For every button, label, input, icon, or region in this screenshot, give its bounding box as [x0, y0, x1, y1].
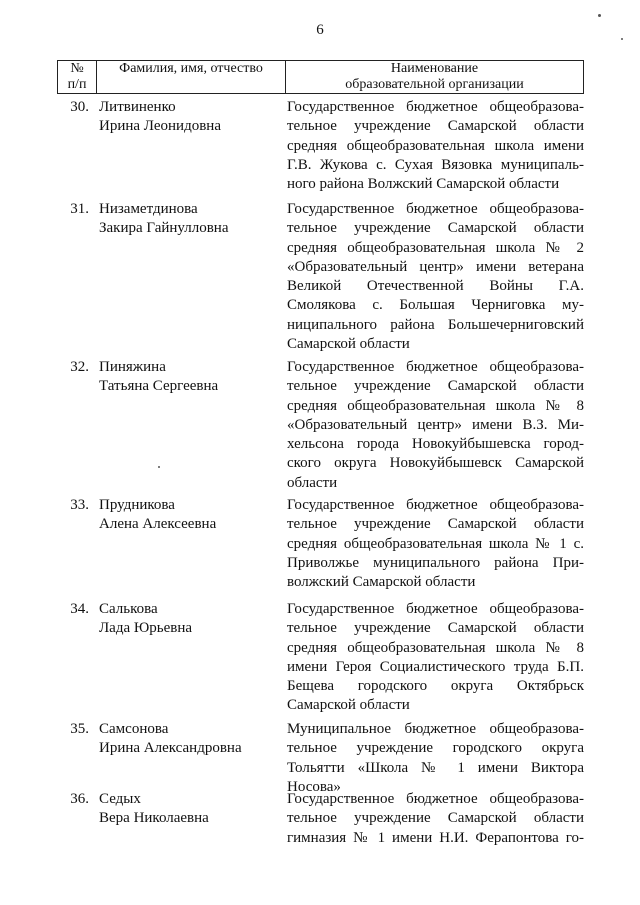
row-person-name: [99, 358, 277, 396]
row-given-name: Ирина Леонидовна: [99, 118, 221, 134]
row-surname: Прудникова: [99, 497, 175, 513]
header-org-sublabel: образовательной организации: [345, 77, 524, 92]
header-org-cell: [286, 61, 584, 94]
scan-speck: [158, 466, 160, 468]
row-surname: Салькова: [99, 601, 158, 617]
header-org-label: Наименование: [390, 61, 479, 76]
row-number: 36.: [70, 791, 89, 807]
scan-speck: [621, 38, 623, 40]
row-organization: Муниципальное бюджетное общеобразовательное учреждение городского округа Тольятти «Школа № 1 имени Виктора Носова»: [287, 721, 584, 795]
header-number-label: №: [70, 61, 84, 76]
row-surname: Пиняжина: [99, 359, 166, 375]
row-given-name: Вера Николаевна: [99, 810, 209, 826]
row-person-name: [99, 496, 277, 534]
row-given-name: Лада Юрьевна: [99, 620, 193, 636]
header-number-sublabel: п/п: [67, 77, 87, 92]
row-number: 32.: [70, 359, 89, 375]
row-person-name: [99, 200, 277, 238]
header-number-cell: [58, 61, 97, 94]
table-header: [57, 60, 584, 94]
scan-speck: [598, 14, 601, 17]
row-organization: Государственное бюджетное общеобразовательное учреждение Самарской области средняя общеобразовательная школа имени Г.В. Жукова с. Сухая Вязовка муниципального района Волжский Самарской области: [287, 99, 584, 193]
row-organization: Государственное бюджетное общеобразовательное учреждение Самарской области гимназия № 1 имени Н.И. Ферапонтова го-: [287, 791, 584, 846]
row-number: 34.: [70, 601, 89, 617]
header-name-cell: [97, 61, 286, 94]
row-surname: Самсонова: [99, 721, 169, 737]
row-number: 30.: [70, 99, 89, 115]
row-surname: Литвиненко: [99, 99, 176, 115]
row-given-name: Ирина Александровна: [99, 740, 242, 756]
row-person-name: [99, 790, 277, 828]
row-person-name: [99, 98, 277, 136]
row-organization: Государственное бюджетное общеобразовательное учреждение Самарской области средняя общеобразовательная школа № 2 «Образовательный центр» имени ветерана Великой Отечественной Войны Г.А. Смолякова с. Большая Черниговка муниципального района Большечерниговский Самарской области: [287, 201, 584, 353]
row-organization: Государственное бюджетное общеобразовательное учреждение Самарской области средняя общеобразовательная школа № 8 «Образовательный центр» имени В.З. Михельсона города Новокуйбышевска городского округа Новокуйбышевск Самарской области: [287, 359, 584, 491]
row-organization: Государственное бюджетное общеобразовательное учреждение Самарской области средняя общеобразовательная школа № 8 имени Героя Социалистического труда Б.П. Бещева городского округа Октябрьск Самарской области: [287, 601, 584, 714]
row-given-name: Алена Алексеевна: [99, 516, 217, 532]
row-surname: Седых: [99, 791, 141, 807]
row-number: 31.: [70, 201, 89, 217]
row-given-name: Закира Гайнулловна: [99, 220, 229, 236]
header-name-label: Фамилия, имя, отчество: [119, 61, 263, 76]
row-person-name: [99, 720, 277, 758]
row-person-name: [99, 600, 277, 638]
row-organization: Государственное бюджетное общеобразовательное учреждение Самарской области средняя общеобразовательная школа № 1 с. Приволжье муниципального района Приволжский Самарской области: [287, 497, 584, 591]
row-number: 33.: [70, 497, 89, 513]
row-given-name: Татьяна Сергеевна: [99, 378, 219, 394]
row-number: 35.: [70, 721, 89, 737]
page-number: 6: [316, 22, 324, 38]
row-surname: Низаметдинова: [99, 201, 198, 217]
